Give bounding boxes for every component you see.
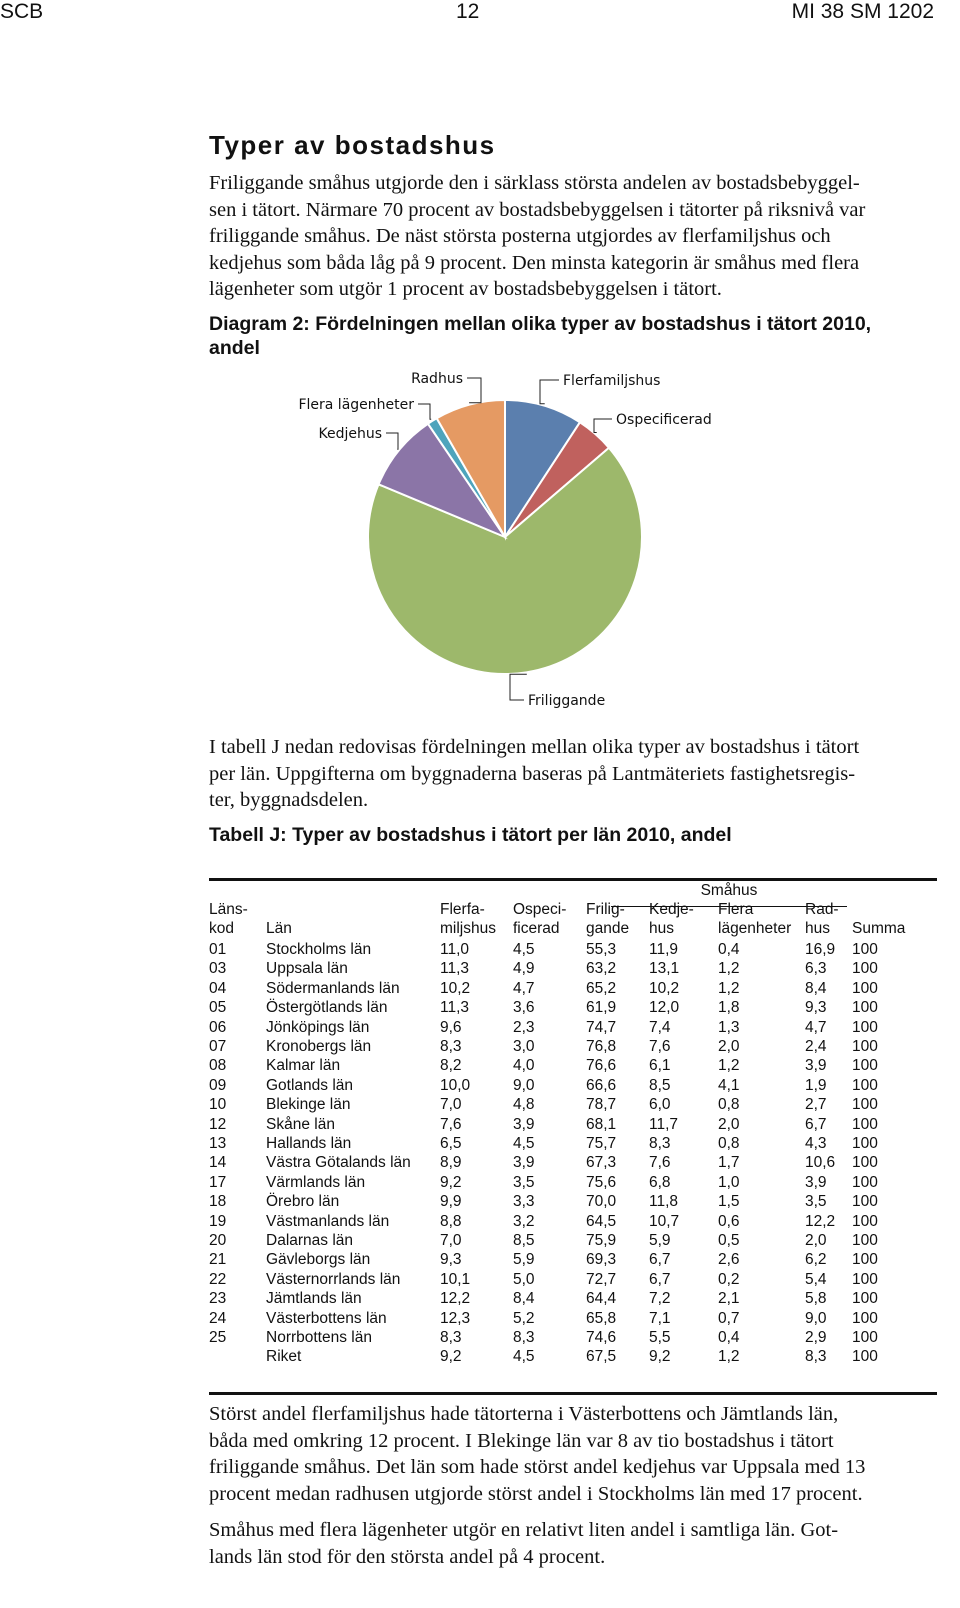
pie-label-flera-lagenheter: Flera lägenheter [298, 397, 414, 413]
table-cell: 0,8 [718, 1096, 740, 1114]
column-header: hus [649, 920, 674, 937]
table-cell: Jämtlands län [266, 1290, 362, 1308]
table-cell: 5,4 [805, 1270, 827, 1288]
table-row [209, 1309, 937, 1328]
table-cell: 9,0 [513, 1076, 535, 1094]
table-cell: 69,3 [586, 1251, 617, 1269]
table-cell: Västerbottens län [266, 1309, 387, 1327]
table-cell: 10,2 [649, 979, 680, 997]
table-cell: Stockholms län [266, 941, 372, 958]
table-cell: 4,3 [805, 1135, 827, 1152]
table-cell: 2,9 [805, 1329, 827, 1346]
table-cell: 100 [852, 1251, 878, 1269]
caption-line: andel [209, 337, 260, 359]
table-cell: 05 [209, 999, 227, 1017]
column-header: hus [805, 920, 830, 937]
table-cell: 8,5 [649, 1076, 671, 1094]
table-cell: 0,7 [718, 1309, 740, 1327]
table-row [209, 1231, 937, 1250]
table-cell: 9,2 [440, 1348, 462, 1366]
table-cell: 8,2 [440, 1057, 462, 1075]
table-row [209, 1173, 937, 1192]
table-row [209, 1270, 937, 1289]
column-header: Flerfa- [440, 901, 485, 918]
table-cell: 100 [852, 1115, 878, 1133]
table-cell: 6,7 [805, 1115, 827, 1133]
table-cell: 11,8 [649, 1193, 679, 1211]
table-cell: 11,7 [649, 1115, 679, 1133]
table-cell: 8,9 [440, 1154, 462, 1172]
pie-label-radhus: Radhus [411, 371, 463, 387]
table-cell: 11,9 [649, 941, 679, 958]
table-cell: 4,5 [513, 1135, 535, 1152]
leader-line-ospecificerad [594, 419, 612, 433]
page-number: 12 [456, 0, 480, 23]
table-cell: 2,0 [805, 1232, 827, 1249]
text-line: lands län stod för den största andel på 4 procent. [209, 1545, 606, 1568]
table-cell: 100 [852, 960, 878, 978]
table-row [209, 1192, 937, 1211]
table-cell: 9,2 [649, 1348, 671, 1366]
text-line: I tabell J nedan redovisas fördelningen mellan olika typer av bostadshus i tätort [209, 736, 860, 758]
column-header: miljshus [440, 920, 496, 937]
table-cell: 09 [209, 1076, 227, 1094]
table-cell: 13,1 [649, 960, 680, 978]
table-cell: 75,9 [586, 1232, 617, 1249]
table-cell: 23 [209, 1290, 227, 1308]
pie-label-friliggande: Friliggande [528, 693, 606, 709]
leader-line-radhus [467, 378, 481, 403]
table-top-rule [209, 878, 937, 881]
table-cell: 75,6 [586, 1173, 617, 1191]
table-cell: 5,2 [513, 1309, 535, 1327]
table-cell: 04 [209, 979, 227, 997]
table-cell: 11,3 [440, 960, 470, 978]
table-cell: 1,2 [718, 1348, 740, 1366]
table-cell: 7,6 [649, 1154, 671, 1172]
table-cell: 4,8 [513, 1096, 535, 1114]
table-cell: 6,7 [649, 1251, 671, 1269]
table-cell: 100 [852, 1348, 878, 1366]
table-cell: 14 [209, 1154, 227, 1172]
table-cell: 7,0 [440, 1232, 462, 1249]
table-cell: 10,7 [649, 1212, 680, 1230]
table-cell: 1,2 [718, 979, 740, 997]
table-cell: 8,3 [513, 1329, 535, 1346]
table-cell: 6,5 [440, 1135, 462, 1152]
table-cell: 100 [852, 1018, 878, 1036]
table-cell: 74,6 [586, 1329, 617, 1346]
table-cell: 21 [209, 1251, 227, 1269]
table-cell: Riket [266, 1348, 302, 1366]
table-cell: Kalmar län [266, 1057, 341, 1075]
table-cell: 4,5 [513, 1348, 535, 1366]
table-cell: 9,3 [805, 999, 827, 1017]
table-cell: 76,8 [586, 1038, 617, 1055]
table-cell: 78,7 [586, 1096, 617, 1114]
column-header: lägenheter [718, 920, 792, 937]
table-row [209, 1095, 937, 1114]
table-cell: 9,3 [440, 1251, 462, 1269]
text-line: friliggande småhus. De näst största posterna utgjordes av flerfamiljshus och [209, 225, 831, 247]
table-cell: 6,3 [805, 960, 827, 978]
table-cell: 1,9 [805, 1076, 827, 1094]
text-line: lägenheter som utgör 1 procent av bostadsbebyggelsen i tätort. [209, 278, 722, 300]
table-cell: 8,3 [649, 1135, 671, 1152]
text-line: friliggande småhus. Det län som hade störst andel kedjehus var Uppsala med 13 [209, 1456, 866, 1478]
table-cell: 66,6 [586, 1076, 617, 1094]
table-cell: Blekinge län [266, 1096, 351, 1114]
leader-line-flerfamiljshus [540, 380, 559, 404]
table-cell: Örebro län [266, 1193, 340, 1211]
table-cell: 7,1 [649, 1309, 671, 1327]
pie-label-flerfamiljshus: Flerfamiljshus [563, 373, 661, 389]
table-cell: 12,3 [440, 1309, 471, 1327]
table-row [209, 959, 937, 978]
column-header: gande [586, 920, 630, 937]
table-cell: 4,7 [805, 1018, 827, 1036]
table-cell: 100 [852, 1173, 878, 1191]
pie-label-kedjehus: Kedjehus [318, 426, 382, 442]
table-cell: Västernorrlands län [266, 1270, 401, 1288]
table-cell: Hallands län [266, 1135, 352, 1152]
table-cell: 100 [852, 941, 878, 958]
text-line: sen i tätort. Närmare 70 procent av bostadsbebyggelsen i tätorter på riksnivå var [209, 198, 866, 221]
leader-line-kedjehus [386, 433, 398, 449]
table-cell: 7,0 [440, 1096, 462, 1114]
table-cell: 100 [852, 1232, 878, 1249]
table-cell: 10 [209, 1096, 227, 1114]
table-cell: 3,5 [513, 1173, 535, 1191]
table-cell: 0,6 [718, 1212, 740, 1230]
table-cell: 2,3 [513, 1018, 535, 1036]
table-cell: 8,4 [513, 1290, 535, 1308]
table-cell: 6,8 [649, 1173, 671, 1191]
table-cell: 1,2 [718, 960, 740, 978]
table-cell: 08 [209, 1057, 227, 1075]
table-cell: 72,7 [586, 1270, 617, 1288]
table-cell: 24 [209, 1309, 227, 1327]
column-header: Summa [852, 920, 906, 937]
table-cell: 9,2 [440, 1173, 462, 1191]
table-cell: 25 [209, 1329, 227, 1346]
table-cell: 22 [209, 1270, 227, 1288]
table-cell: Kronobergs län [266, 1038, 372, 1055]
table-cell: 8,8 [440, 1212, 462, 1230]
table-cell: 68,1 [586, 1115, 617, 1133]
table-cell: 10,0 [440, 1076, 471, 1094]
text-line: procent medan radhusen utgjorde störst andel i Stockholms län med 17 procent. [209, 1482, 863, 1505]
column-header: Rad- [805, 901, 839, 918]
table-cell: 07 [209, 1038, 227, 1055]
pie-chart [0, 370, 960, 730]
column-header: Län [266, 920, 292, 937]
table-cell: Södermanlands län [266, 979, 400, 997]
table-title: Tabell J: Typer av bostadshus i tätort per län 2010, andel [209, 824, 732, 846]
table-cell: Norrbottens län [266, 1329, 372, 1346]
table-cell: 4,0 [513, 1057, 535, 1075]
table-cell: 1,5 [718, 1193, 740, 1211]
table-cell: 10,1 [440, 1270, 471, 1288]
table-cell: 2,7 [805, 1096, 827, 1114]
table-cell: 63,2 [586, 960, 617, 978]
table-cell: 8,4 [805, 979, 827, 997]
table-row [209, 1328, 937, 1347]
table-cell: 2,6 [718, 1251, 740, 1269]
table-bottom-rule [209, 1392, 937, 1395]
table-cell: 67,5 [586, 1348, 617, 1366]
table-cell: 2,0 [718, 1115, 740, 1133]
table-row-total [209, 1347, 937, 1366]
table-cell: 7,6 [649, 1038, 671, 1055]
table-cell: 8,5 [513, 1232, 535, 1249]
text-line: Småhus med flera lägenheter utgör en relativt liten andel i samtliga län. Got- [209, 1519, 839, 1541]
table-cell: 5,8 [805, 1290, 827, 1308]
table-cell: 0,5 [718, 1232, 740, 1249]
table-cell: 55,3 [586, 941, 617, 958]
table-cell: 9,9 [440, 1193, 462, 1211]
table-cell: 8,3 [440, 1329, 462, 1346]
table-cell: 65,2 [586, 979, 617, 997]
table-cell: 06 [209, 1018, 227, 1036]
table-cell: 19 [209, 1212, 227, 1230]
table-cell: Västmanlands län [266, 1212, 390, 1230]
table-cell: 5,5 [649, 1329, 671, 1346]
section-title: Typer av bostadshus [209, 130, 496, 160]
table-cell: Västra Götalands län [266, 1154, 411, 1172]
table-cell: 4,7 [513, 979, 535, 997]
text-line: kedjehus som båda låg på 9 procent. Den minsta kategorin är småhus med flera [209, 251, 860, 274]
table-row [209, 940, 937, 959]
table-cell: 7,2 [649, 1290, 671, 1308]
table-cell: 3,6 [513, 999, 535, 1017]
table-cell: 100 [852, 1038, 878, 1055]
table-cell: 3,9 [513, 1115, 535, 1133]
table-cell: 100 [852, 1154, 878, 1172]
table-cell: 10,6 [805, 1154, 836, 1172]
table-cell: 67,3 [586, 1154, 617, 1172]
table-cell: 100 [852, 1270, 878, 1288]
table-cell: 0,4 [718, 941, 740, 958]
table-cell: 01 [209, 941, 227, 958]
table-cell: 5,0 [513, 1270, 535, 1288]
table-row [209, 979, 937, 998]
table-cell: 5,9 [513, 1251, 535, 1269]
table-cell: 20 [209, 1232, 227, 1249]
table-cell: 100 [852, 1135, 878, 1152]
header-left: SCB [0, 0, 44, 23]
table-cell: 7,4 [649, 1018, 671, 1036]
table-cell: 3,3 [513, 1193, 535, 1211]
table-cell: 0,8 [718, 1135, 740, 1152]
table-cell: 2,1 [718, 1290, 740, 1308]
header-right: MI 38 SM 1202 [791, 0, 934, 23]
table-cell: 6,2 [805, 1251, 827, 1269]
table-cell: 8,3 [805, 1348, 827, 1366]
table-row [209, 1212, 937, 1231]
table-cell: 61,9 [586, 999, 617, 1017]
table-cell: Skåne län [266, 1115, 335, 1133]
table-row [209, 1018, 937, 1037]
table-cell: 12,0 [649, 999, 680, 1017]
table-cell: 2,4 [805, 1038, 827, 1055]
group-header-smahus: Småhus [700, 882, 758, 899]
leader-line-friliggande [510, 674, 527, 700]
table-cell: 100 [852, 1212, 878, 1230]
table-cell: 12,2 [805, 1212, 836, 1230]
closing-paragraph-2 [209, 1517, 949, 1570]
table-cell: 3,9 [805, 1057, 827, 1075]
closing-paragraph-1 [209, 1401, 949, 1507]
table-cell: Gotlands län [266, 1076, 354, 1094]
table-cell: 65,8 [586, 1309, 617, 1327]
table-cell: 76,6 [586, 1057, 617, 1075]
table-cell: Jönköpings län [266, 1018, 370, 1036]
text-line: båda med omkring 12 procent. I Blekinge län var 8 av tio bostadshus i tätort [209, 1429, 834, 1452]
table-cell: 0,2 [718, 1270, 740, 1288]
table-cell: 12,2 [440, 1290, 471, 1308]
table-cell: 1,8 [718, 999, 740, 1017]
table-cell: 1,0 [718, 1173, 740, 1191]
diagram-caption [209, 312, 949, 360]
table-cell: 03 [209, 960, 227, 978]
table-cell: 8,3 [440, 1038, 462, 1055]
table-cell: 64,5 [586, 1212, 617, 1230]
table-cell: 100 [852, 999, 878, 1017]
table-row [209, 1056, 937, 1075]
table-row [209, 1153, 937, 1172]
text-line: Störst andel flerfamiljshus hade tätorterna i Västerbottens och Jämtlands län, [209, 1403, 839, 1425]
table-cell: 100 [852, 1057, 878, 1075]
table-cell: 7,6 [440, 1115, 462, 1133]
column-header: Flera [718, 901, 754, 918]
table-cell: 74,7 [586, 1018, 617, 1036]
table-row [209, 1037, 937, 1056]
table-cell: 1,7 [718, 1154, 740, 1172]
table-cell: Östergötlands län [266, 999, 388, 1017]
table-cell: 6,7 [649, 1270, 671, 1288]
table-cell: 100 [852, 1096, 878, 1114]
table-cell: 13 [209, 1135, 227, 1152]
table-cell: 0,4 [718, 1329, 740, 1346]
table-cell: Uppsala län [266, 960, 348, 978]
table-cell: 3,0 [513, 1038, 535, 1055]
table-cell: Gävleborgs län [266, 1251, 371, 1269]
table-cell: 75,7 [586, 1135, 617, 1152]
table-cell: 2,0 [718, 1038, 740, 1055]
table-row [209, 1289, 937, 1308]
table-cell: 70,0 [586, 1193, 617, 1211]
table-cell: 17 [209, 1173, 227, 1191]
table-cell: 12 [209, 1115, 227, 1133]
table-cell: 9,0 [805, 1309, 827, 1327]
table-cell: 1,2 [718, 1057, 740, 1075]
table-cell: 3,2 [513, 1212, 535, 1230]
text-line: ter, byggnadsdelen. [209, 789, 369, 811]
table-cell: 3,9 [805, 1173, 827, 1191]
table-row [209, 1115, 937, 1134]
column-header: Ospeci- [513, 901, 567, 918]
table-cell: 16,9 [805, 941, 836, 958]
table-cell: 100 [852, 979, 878, 997]
column-header: Läns- [209, 901, 248, 918]
table-cell: 5,9 [649, 1232, 671, 1249]
column-header: ficerad [513, 920, 560, 937]
caption-line: Diagram 2: Fördelningen mellan olika typer av bostadshus i tätort 2010, [209, 313, 872, 335]
table-cell: 6,1 [649, 1057, 671, 1075]
table-cell: 100 [852, 1193, 878, 1211]
table-cell: 10,2 [440, 979, 471, 997]
column-header: kod [209, 920, 234, 937]
table-cell: 3,9 [513, 1154, 535, 1172]
table-row [209, 1134, 937, 1153]
text-line: Friliggande småhus utgjorde den i särklass största andelen av bostadsbebyggel- [209, 172, 860, 194]
table-cell: 4,1 [718, 1076, 740, 1094]
table-cell: 4,9 [513, 960, 535, 978]
table-row [209, 1076, 937, 1095]
after-chart-paragraph [209, 734, 949, 814]
leader-line-flera-lagenheter [418, 404, 431, 419]
table-cell: 3,5 [805, 1193, 827, 1211]
table-cell: Värmlands län [266, 1173, 366, 1191]
table-cell: 100 [852, 1329, 878, 1346]
table-row [209, 1250, 937, 1269]
table-cell: Dalarnas län [266, 1232, 354, 1249]
table-cell: 18 [209, 1193, 227, 1211]
table-cell: 4,5 [513, 941, 535, 958]
text-line: per län. Uppgifterna om byggnaderna baseras på Lantmäteriets fastighetsregis- [209, 762, 856, 785]
table-cell: 100 [852, 1076, 878, 1094]
column-header: Kedje- [649, 901, 694, 918]
pie-label-ospecificerad: Ospecificerad [616, 412, 712, 428]
intro-paragraph [209, 170, 949, 303]
table-cell: 6,0 [649, 1096, 671, 1114]
table-cell: 11,3 [440, 999, 470, 1017]
table-cell: 9,6 [440, 1018, 462, 1036]
table-cell: 100 [852, 1309, 878, 1327]
column-header: Frilig- [586, 901, 625, 918]
table-cell: 1,3 [718, 1018, 740, 1036]
data-table [209, 878, 937, 1398]
table-cell: 11,0 [440, 941, 470, 958]
table-cell: 64,4 [586, 1290, 617, 1308]
table-cell: 100 [852, 1290, 878, 1308]
table-row [209, 998, 937, 1017]
